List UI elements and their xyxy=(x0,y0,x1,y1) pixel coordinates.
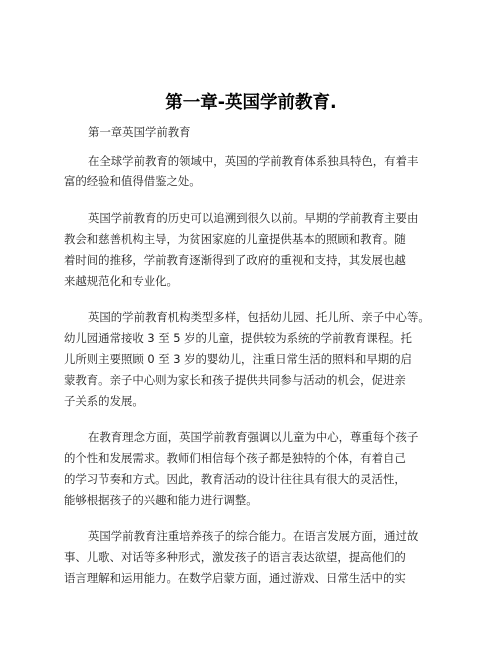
paragraph-line: 富的经验和值得借鉴之处。 xyxy=(64,174,201,188)
paragraph-line: 的学习节奏和方式。因此，教育活动的设计往往具有很大的灵活性， xyxy=(64,472,406,486)
paragraph-line: 语言理解和运用能力。在数学启蒙方面，通过游戏、日常生活中的实 xyxy=(64,571,406,585)
document-title: 第一章-英国学前教育. xyxy=(165,93,337,113)
paragraph-line: 子关系的发展。 xyxy=(64,394,144,408)
paragraph-line: 的个性和发展需求。教师们相信每个孩子都是独特的个体，有着自己 xyxy=(64,451,406,465)
paragraph-line: 事、儿歌、对话等多种形式，激发孩子的语言表达欲望，提高他们的 xyxy=(64,550,406,564)
paragraph-line: 着时间的推移，学前教育逐渐得到了政府的重视和支持，其发展也越 xyxy=(64,253,406,267)
paragraph-line: 在全球学前教育的领域中，英国的学前教育体系独具特色，有着丰 xyxy=(88,154,419,168)
paragraph-line: 幼儿园通常接收 3 至 5 岁的儿童，提供较为系统的学前教育课程。托 xyxy=(64,331,412,345)
paragraph-line: 英国的学前教育机构类型多样，包括幼儿园、托儿所、亲子中心等。 xyxy=(88,310,430,324)
paragraph-line: 来越规范化和专业化。 xyxy=(64,274,178,288)
paragraph-line: 儿所则主要照顾 0 至 3 岁的婴幼儿，注重日常生活的照料和早期的启 xyxy=(64,352,412,366)
paragraph-line: 英国学前教育注重培养孩子的综合能力。在语言发展方面，通过故 xyxy=(88,529,419,543)
paragraph-line: 英国学前教育的历史可以追溯到很久以前。早期的学前教育主要由 xyxy=(88,211,419,225)
paragraph-line: 教会和慈善机构主导，为贫困家庭的儿童提供基本的照顾和教育。随 xyxy=(64,232,406,246)
paragraph-line: 能够根据孩子的兴趣和能力进行调整。 xyxy=(64,493,258,507)
paragraph-line: 蒙教育。亲子中心则为家长和孩子提供共同参与活动的机会，促进亲 xyxy=(64,373,406,387)
document-subtitle: 第一章英国学前教育 xyxy=(88,125,191,139)
paragraph-line: 在教育理念方面，英国学前教育强调以儿童为中心，尊重每个孩子 xyxy=(88,430,419,444)
